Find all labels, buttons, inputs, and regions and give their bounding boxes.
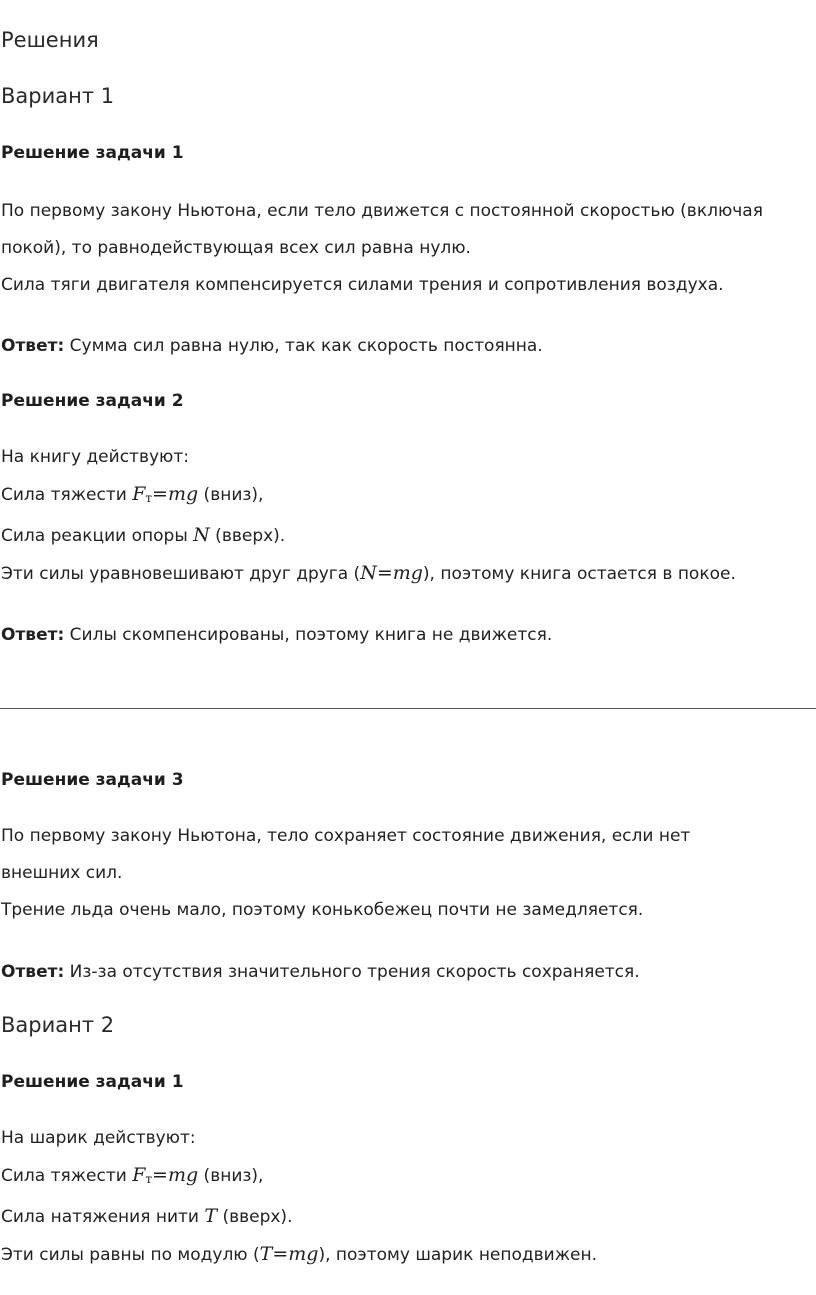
v2-task1-heading: Решение задачи 1 <box>1 1072 184 1092</box>
variant-2-heading: Вариант 2 <box>1 1013 115 1037</box>
v1-task1-line1: По первому закону Ньютона, если тело движется с постоянной скоростью (включая <box>1 201 763 221</box>
text-fragment: Сила натяжения нити <box>1 1207 205 1227</box>
math-symbol: N <box>360 562 377 584</box>
math-equals: = <box>152 1164 168 1186</box>
text-fragment: (вниз), <box>198 1166 264 1186</box>
text-fragment: Эти силы уравновешивают друг друга ( <box>1 564 361 584</box>
v1-task2-intro: На книгу действуют: <box>1 447 189 467</box>
math-symbol: mg <box>167 483 199 505</box>
math-equals: = <box>272 1243 289 1265</box>
v1-task2-line1 <box>1 476 816 517</box>
v1-task1-line3: Сила тяги двигателя компенсируется силами трения и сопротивления воздуха. <box>1 275 724 295</box>
text-fragment: (вверх). <box>209 526 286 546</box>
v1-task1-body <box>1 193 816 304</box>
v1-task3-line1: По первому закону Ньютона, тело сохраняет состояние движения, если нет <box>1 826 691 846</box>
text-fragment: Сила тяжести <box>1 1166 133 1186</box>
math-symbol: T <box>204 1205 218 1227</box>
answer-text: Из-за отсутствия значительного трения скорость сохраняется. <box>64 962 640 982</box>
v2-task1-line1 <box>1 1157 816 1198</box>
formula-balance <box>360 562 423 584</box>
v1-task2-body <box>1 439 816 593</box>
formula-gravity <box>132 483 198 505</box>
variant-1-heading: Вариант 1 <box>1 84 115 108</box>
math-symbol: F <box>132 1164 146 1186</box>
text-fragment: ), поэтому шарик неподвижен. <box>318 1245 598 1265</box>
v1-task1-line2: покой), то равнодействующая всех сил равна нулю. <box>1 238 471 258</box>
v1-task2-heading: Решение задачи 2 <box>1 391 184 411</box>
v1-task1-answer <box>1 328 816 365</box>
text-fragment: Сила реакции опоры <box>1 526 194 546</box>
answer-text: Силы скомпенсированы, поэтому книга не движется. <box>64 625 553 645</box>
v1-task3-answer <box>1 954 816 991</box>
answer-label: Ответ: <box>1 625 65 645</box>
math-symbol: mg <box>288 1243 319 1265</box>
v1-task1-heading: Решение задачи 1 <box>1 143 184 163</box>
text-fragment: Сила тяжести <box>1 485 133 505</box>
math-symbol: mg <box>167 1164 199 1186</box>
page-title: Решения <box>1 28 99 52</box>
math-equals: = <box>376 562 393 584</box>
text-fragment: (вверх). <box>217 1207 293 1227</box>
answer-text: Сумма сил равна нулю, так как скорость постоянна. <box>64 336 543 356</box>
math-symbol: N <box>193 524 210 546</box>
math-equals: = <box>152 483 168 505</box>
v2-task1-intro: На шарик действуют: <box>1 1128 196 1148</box>
text-fragment: (вниз), <box>198 485 264 505</box>
math-subscript: т <box>145 1172 153 1186</box>
math-subscript: т <box>145 491 153 505</box>
answer-label: Ответ: <box>1 336 65 356</box>
formula-gravity <box>132 1164 198 1186</box>
v2-task1-line3 <box>1 1236 816 1274</box>
answer-label: Ответ: <box>1 962 65 982</box>
math-symbol: mg <box>392 562 423 584</box>
v1-task3-line2: внешних сил. <box>1 863 123 883</box>
v1-task3-line3: Трение льда очень мало, поэтому конькобежец почти не замедляется. <box>1 900 644 920</box>
text-fragment: ), поэтому книга остается в покое. <box>422 564 736 584</box>
section-divider <box>0 708 816 709</box>
math-symbol: T <box>259 1243 273 1265</box>
v1-task3-heading: Решение задачи 3 <box>1 770 184 790</box>
v2-task1-body <box>1 1120 816 1274</box>
v1-task2-line3 <box>1 555 816 593</box>
v1-task2-answer <box>1 617 816 654</box>
v2-task1-line2 <box>1 1198 816 1236</box>
v1-task2-line2 <box>1 517 816 555</box>
text-fragment: Эти силы равны по модулю ( <box>1 1245 260 1265</box>
v1-task3-body <box>1 818 816 929</box>
formula-balance <box>260 1243 319 1265</box>
math-symbol: F <box>132 483 146 505</box>
